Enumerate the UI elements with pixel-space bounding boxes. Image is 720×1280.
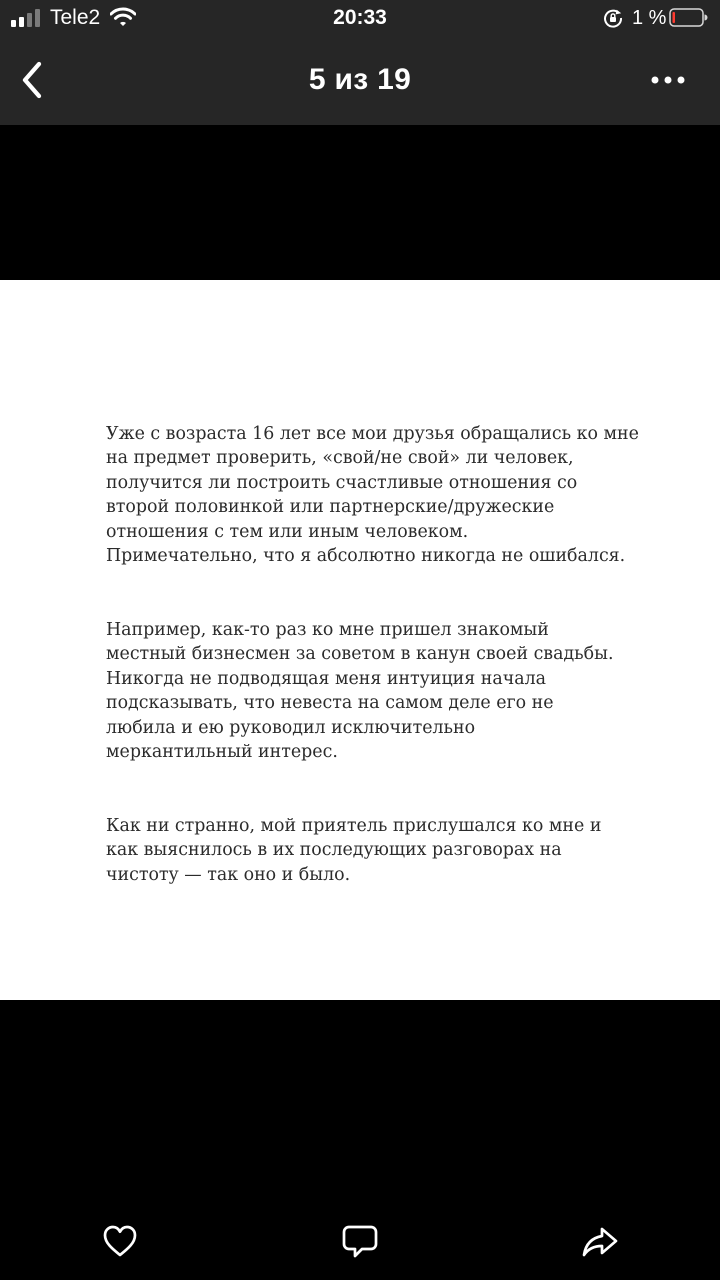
battery-icon bbox=[669, 8, 708, 27]
post-paragraph-1: Уже с возраста 16 лет все мои друзья обращались ко мне на предмет проверить, «свой/не свой» ли человек, получится ли построить счастливые отношения со второй половинкой или партнерские/дружеские отношения с тем или иным человеком. Примечательно, что я абсолютно никогда не ошибался. bbox=[106, 423, 639, 566]
action-bar bbox=[0, 1205, 720, 1280]
photo-counter: 5 из 19 bbox=[308, 63, 412, 96]
post-text bbox=[106, 397, 666, 936]
status-time: 20:33 bbox=[333, 6, 387, 29]
share-icon[interactable] bbox=[580, 1221, 620, 1261]
comment-icon[interactable] bbox=[340, 1221, 380, 1261]
top-chrome bbox=[0, 0, 720, 125]
battery-percent: 1 % bbox=[632, 7, 667, 29]
back-chevron-icon[interactable] bbox=[12, 57, 52, 103]
navigation-bar bbox=[0, 45, 720, 115]
more-dots-icon[interactable] bbox=[645, 65, 691, 95]
heart-icon[interactable] bbox=[100, 1221, 140, 1261]
post-paragraph-2: Например, как-то раз ко мне пришел знакомый местный бизнесмен за советом в канун своей свадьбы. Никогда не подводящая меня интуиция начала подсказывать, что невеста на самом деле его не любила и ею руководил исключительно меркантильный интерес. bbox=[106, 619, 614, 762]
rotation-lock-icon bbox=[603, 8, 623, 28]
carrier-name: Tele2 bbox=[50, 6, 101, 29]
status-bar bbox=[0, 0, 720, 38]
story-image[interactable] bbox=[0, 280, 720, 1000]
post-paragraph-3: Как ни странно, мой приятель прислушался ко мне и как выяснилось в их последующих разговорах на чистоту — так оно и было. bbox=[106, 815, 602, 885]
